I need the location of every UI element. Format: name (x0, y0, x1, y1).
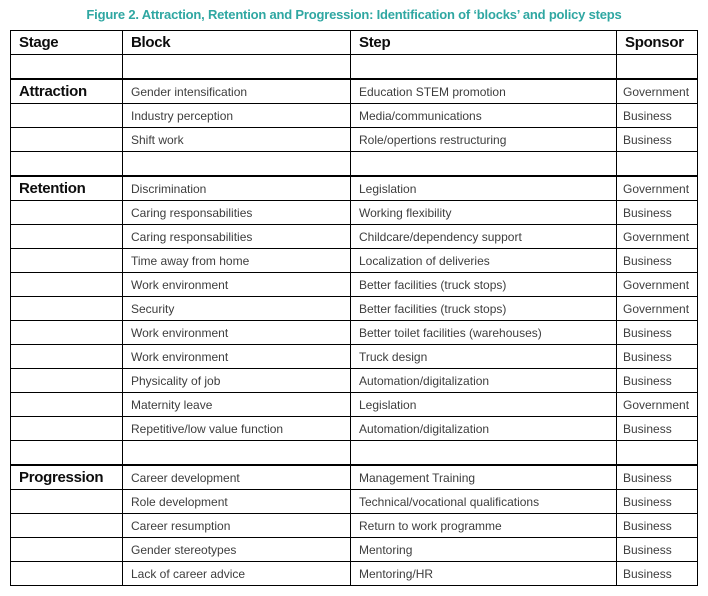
block-cell: Repetitive/low value function (123, 417, 351, 441)
step-cell: Truck design (351, 345, 617, 369)
stage-cell (11, 562, 123, 586)
sponsor-cell: Business (617, 514, 698, 538)
block-cell: Caring responsabilities (123, 201, 351, 225)
data-row (11, 273, 698, 297)
data-row (11, 514, 698, 538)
step-cell (351, 55, 617, 80)
sponsor-cell: Business (617, 321, 698, 345)
header-row (11, 31, 698, 55)
step-cell (351, 441, 617, 466)
sponsor-cell: Government (617, 225, 698, 249)
data-row (11, 345, 698, 369)
figure-title: Figure 2. Attraction, Retention and Progression: Identification of ‘blocks’ and policy steps (86, 7, 622, 22)
stage-cell (11, 393, 123, 417)
step-cell: Automation/digitalization (351, 417, 617, 441)
section-row (11, 465, 698, 490)
sponsor-cell: Business (617, 562, 698, 586)
step-cell: Legislation (351, 393, 617, 417)
block-cell: Discrimination (123, 176, 351, 201)
step-cell: Education STEM promotion (351, 79, 617, 104)
table-body (11, 55, 698, 586)
step-cell: Return to work programme (351, 514, 617, 538)
step-cell: Mentoring (351, 538, 617, 562)
data-row (11, 297, 698, 321)
stage-cell (11, 55, 123, 80)
data-row (11, 417, 698, 441)
step-cell: Management Training (351, 465, 617, 490)
block-cell: Security (123, 297, 351, 321)
stage-cell (11, 128, 123, 152)
step-cell: Better facilities (truck stops) (351, 297, 617, 321)
data-row (11, 128, 698, 152)
data-row (11, 201, 698, 225)
stage-cell (11, 297, 123, 321)
block-cell: Work environment (123, 273, 351, 297)
block-cell: Caring responsabilities (123, 225, 351, 249)
step-cell: Role/opertions restructuring (351, 128, 617, 152)
block-cell (123, 152, 351, 177)
stage-cell: Progression (11, 465, 123, 490)
data-row (11, 393, 698, 417)
stage-cell (11, 249, 123, 273)
block-cell (123, 441, 351, 466)
block-cell: Role development (123, 490, 351, 514)
block-cell: Maternity leave (123, 393, 351, 417)
spacer-row (11, 152, 698, 177)
sponsor-cell: Government (617, 79, 698, 104)
sponsor-cell (617, 152, 698, 177)
stage-cell (11, 104, 123, 128)
sponsor-cell: Business (617, 128, 698, 152)
col-header-stage: Stage (11, 31, 123, 55)
block-cell: Work environment (123, 345, 351, 369)
step-cell: Better facilities (truck stops) (351, 273, 617, 297)
section-row (11, 79, 698, 104)
step-cell: Technical/vocational qualifications (351, 490, 617, 514)
stage-cell: Retention (11, 176, 123, 201)
sponsor-cell: Business (617, 201, 698, 225)
stage-cell (11, 201, 123, 225)
sponsor-cell (617, 441, 698, 466)
block-cell: Career resumption (123, 514, 351, 538)
step-cell: Legislation (351, 176, 617, 201)
stage-cell (11, 490, 123, 514)
spacer-row (11, 55, 698, 80)
sponsor-cell: Business (617, 249, 698, 273)
col-header-block: Block (123, 31, 351, 55)
block-cell: Lack of career advice (123, 562, 351, 586)
stage-cell (11, 441, 123, 466)
block-cell (123, 55, 351, 80)
sponsor-cell: Business (617, 369, 698, 393)
section-row (11, 176, 698, 201)
data-row (11, 249, 698, 273)
step-cell: Mentoring/HR (351, 562, 617, 586)
data-row (11, 104, 698, 128)
stage-cell: Attraction (11, 79, 123, 104)
data-row (11, 369, 698, 393)
stage-cell (11, 225, 123, 249)
block-cell: Shift work (123, 128, 351, 152)
step-cell: Automation/digitalization (351, 369, 617, 393)
data-row (11, 562, 698, 586)
data-row (11, 538, 698, 562)
sponsor-cell (617, 55, 698, 80)
blocks-policy-table (10, 30, 698, 586)
data-row (11, 321, 698, 345)
block-cell: Gender stereotypes (123, 538, 351, 562)
stage-cell (11, 417, 123, 441)
block-cell: Industry perception (123, 104, 351, 128)
col-header-sponsor: Sponsor (617, 31, 698, 55)
stage-cell (11, 273, 123, 297)
step-cell: Better toilet facilities (warehouses) (351, 321, 617, 345)
data-row (11, 225, 698, 249)
step-cell (351, 152, 617, 177)
data-row (11, 490, 698, 514)
sponsor-cell: Business (617, 465, 698, 490)
sponsor-cell: Business (617, 417, 698, 441)
block-cell: Physicality of job (123, 369, 351, 393)
sponsor-cell: Business (617, 104, 698, 128)
block-cell: Time away from home (123, 249, 351, 273)
sponsor-cell: Business (617, 345, 698, 369)
step-cell: Childcare/dependency support (351, 225, 617, 249)
sponsor-cell: Government (617, 393, 698, 417)
step-cell: Localization of deliveries (351, 249, 617, 273)
block-cell: Work environment (123, 321, 351, 345)
stage-cell (11, 321, 123, 345)
sponsor-cell: Government (617, 176, 698, 201)
step-cell: Media/communications (351, 104, 617, 128)
block-cell: Gender intensification (123, 79, 351, 104)
stage-cell (11, 345, 123, 369)
stage-cell (11, 369, 123, 393)
step-cell: Working flexibility (351, 201, 617, 225)
stage-cell (11, 152, 123, 177)
stage-cell (11, 514, 123, 538)
sponsor-cell: Government (617, 297, 698, 321)
block-cell: Career development (123, 465, 351, 490)
sponsor-cell: Business (617, 538, 698, 562)
sponsor-cell: Government (617, 273, 698, 297)
col-header-step: Step (351, 31, 617, 55)
spacer-row (11, 441, 698, 466)
sponsor-cell: Business (617, 490, 698, 514)
stage-cell (11, 538, 123, 562)
